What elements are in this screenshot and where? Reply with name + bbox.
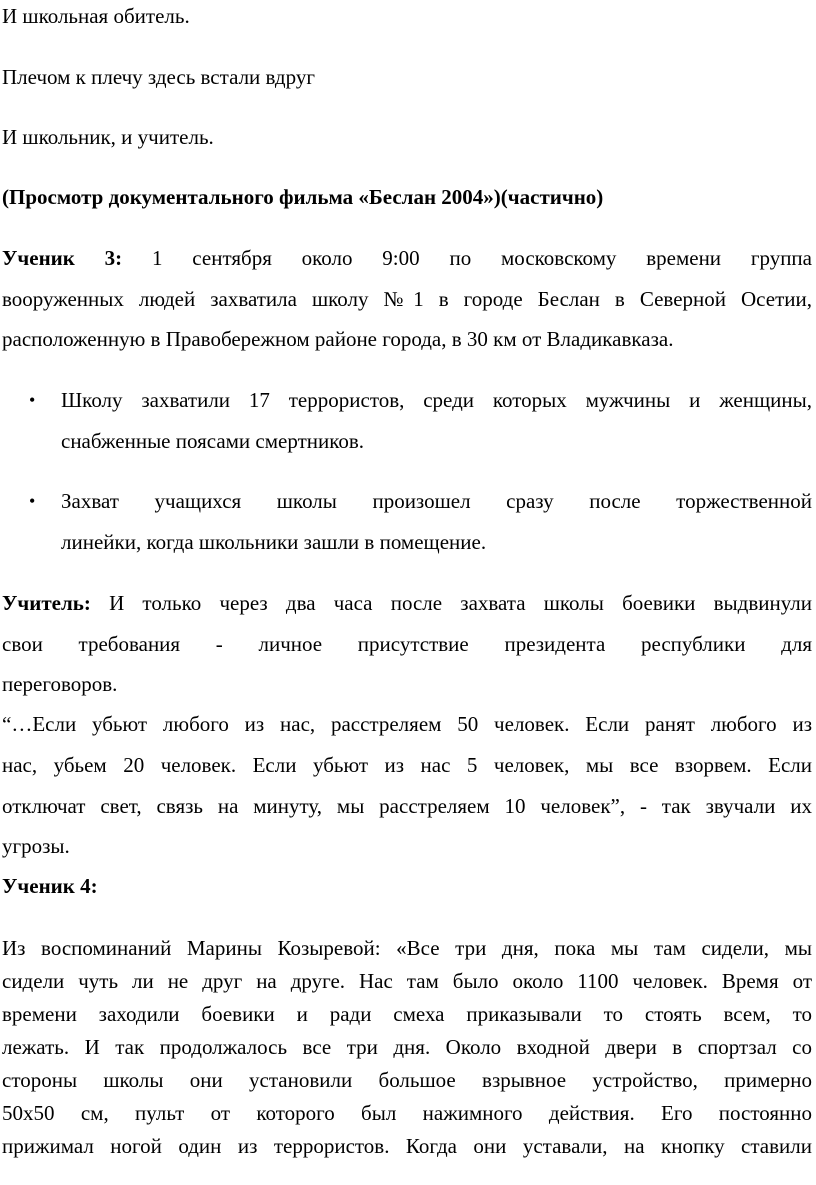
speaker-teacher: Учитель: bbox=[2, 591, 91, 615]
teacher-line-3: переговоров. bbox=[2, 672, 118, 696]
student3-text-1: 1 сентября около 9:00 по московскому времени группа bbox=[152, 246, 812, 270]
bullet-marker-1: • bbox=[29, 390, 36, 410]
memoir-line-1: Из воспоминаний Марины Козыревой: «Все три дня, пока мы там сидели, мы bbox=[2, 936, 812, 960]
teacher-line-1 bbox=[2, 589, 812, 617]
bullet1-line-1: Школу захватили 17 террористов, среди которых мужчины и женщины, bbox=[61, 388, 812, 412]
speaker-student-4: Ученик 4: bbox=[2, 874, 98, 898]
memoir-line-6: 50х50 см, пульт от которого был нажимного действия. Его постоянно bbox=[2, 1101, 812, 1125]
quote-line-4: угрозы. bbox=[2, 834, 70, 858]
memoir-line-3: времени заходили боевики и ради смеха приказывали то стоять всем, то bbox=[2, 1002, 812, 1026]
poem-line-1: И школьная обитель. bbox=[2, 4, 190, 28]
bullet2-line-1: Захват учащихся школы произошел сразу после торжественной bbox=[61, 489, 812, 513]
student3-line-1 bbox=[2, 244, 812, 272]
teacher-line-2: свои требования - личное присутствие президента республики для bbox=[2, 632, 812, 656]
quote-line-1: “…Если убьют любого из нас, расстреляем 50 человек. Если ранят любого из bbox=[2, 712, 812, 736]
film-note: (Просмотр документального фильма «Беслан 2004»)(частично) bbox=[2, 185, 604, 209]
student3-line-3: расположенную в Правобережном районе города, в 30 км от Владикавказа. bbox=[2, 327, 674, 351]
teacher-text-1: И только через два часа после захвата школы боевики выдвинули bbox=[109, 591, 813, 615]
memoir-line-4: лежать. И так продолжалось все три дня. Около входной двери в спортзал со bbox=[2, 1035, 812, 1059]
poem-line-2: Плечом к плечу здесь встали вдруг bbox=[2, 65, 315, 89]
memoir-line-7: прижимал ногой один из террористов. Когда они уставали, на кнопку ставили bbox=[2, 1134, 812, 1158]
student3-line-2: вооруженных людей захватила школу №1 в городе Беслан в Северной Осетии, bbox=[2, 287, 812, 311]
bullet1-line-2: снабженные поясами смертников. bbox=[61, 429, 365, 453]
quote-line-3: отключат свет, связь на минуту, мы расстреляем 10 человек”, - так звучали их bbox=[2, 794, 812, 818]
bullet2-line-2: линейки, когда школьники зашли в помещение. bbox=[61, 530, 487, 554]
memoir-line-2: сидели чуть ли не друг на друге. Нас там было около 1100 человек. Время от bbox=[2, 969, 812, 993]
bullet-marker-2: • bbox=[29, 491, 36, 511]
speaker-student-3: Ученик 3: bbox=[2, 246, 123, 270]
memoir-line-5: стороны школы они установили большое взрывное устройство, примерно bbox=[2, 1068, 812, 1092]
poem-line-3: И школьник, и учитель. bbox=[2, 125, 214, 149]
quote-line-2: нас, убьем 20 человек. Если убьют из нас 5 человек, мы все взорвем. Если bbox=[2, 753, 812, 777]
